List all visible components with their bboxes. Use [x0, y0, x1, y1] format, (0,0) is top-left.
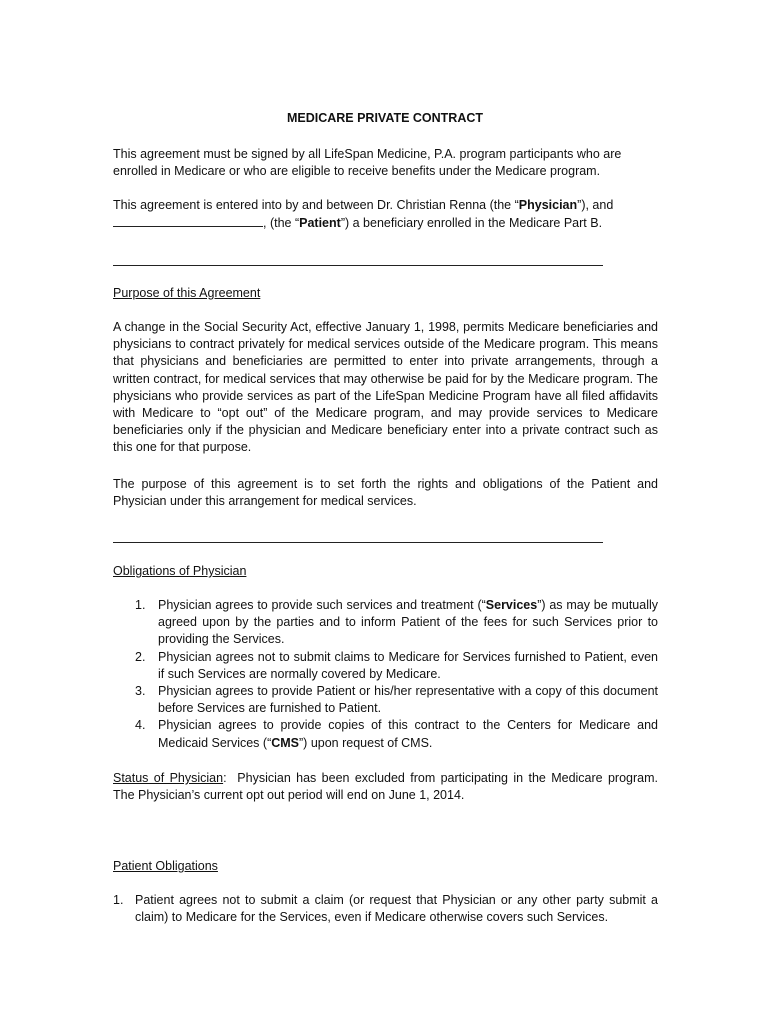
list-number: 3.: [135, 684, 146, 699]
list-item: [113, 717, 658, 751]
list-text: ”) upon request of CMS.: [299, 735, 433, 750]
list-text: Physician agrees to provide such services and treatment (“: [158, 598, 486, 612]
parties-text-4: ”) a beneficiary enrolled in the Medicare Part B.: [340, 216, 603, 231]
parties-text-2: ”), and: [577, 198, 614, 212]
list-text: Physician agrees to provide Patient or his/her representative with a copy of this document before Services are furnished to Patient.: [158, 684, 658, 716]
list-text: Patient agrees not to submit a claim (or request that Physician or any other party submit a claim) to Medicare for the Services, even if Medicare otherwise covers such Services.: [135, 893, 658, 925]
physician-obligations-list: [113, 597, 658, 752]
patient-obligations-heading: Patient Obligations: [113, 859, 218, 873]
physician-term: Physician: [518, 198, 578, 212]
section-divider: [113, 265, 603, 266]
status-separator: :: [223, 771, 238, 785]
list-item: [113, 892, 658, 926]
list-text: Physician agrees to provide copies of this contract to the Centers for Medicare and Medicaid Services (“: [158, 718, 658, 750]
status-label: Status of Physician: [113, 771, 224, 785]
section-divider: [113, 542, 603, 543]
list-item: [113, 683, 658, 717]
parties-text-3: , (the “: [263, 216, 300, 231]
parties-paragraph: [113, 197, 658, 232]
purpose-heading: Purpose of this Agreement: [113, 286, 261, 300]
list-number: 1.: [135, 598, 146, 612]
parties-text-1: This agreement is entered into by and between Dr. Christian Renna (the “: [113, 198, 519, 212]
document-title: MEDICARE PRIVATE CONTRACT: [286, 111, 484, 125]
list-number: 4.: [135, 718, 146, 733]
list-item: [113, 597, 658, 649]
intro-paragraph: This agreement must be signed by all LifeSpan Medicine, P.A. program participants who are enrolled in Medicare or who are eligible to receive benefits under the Medicare program.: [113, 147, 622, 179]
status-text: Physician has been excluded from participating in the Medicare program. The Physician’s current opt out period will end on June 1, 2014.: [113, 771, 658, 803]
list-text: ”) as may be mutually agreed upon by the parties and to inform Patient of the fees for such Services prior to providing the Services.: [158, 598, 659, 647]
patient-obligations-list: [113, 892, 658, 926]
list-text: Physician agrees not to submit claims to Medicare for Services furnished to Patient, even if such Services are normally covered by Medicare.: [158, 649, 658, 681]
list-item: [113, 649, 658, 683]
purpose-paragraph-1: A change in the Social Security Act, effective January 1, 1998, permits Medicare beneficiaries and physicians to contract privately for medical services outside of the Medicare program. This means that physicians and beneficiaries are permitted to enter into private arrangements, through a written contract, for medical services that may otherwise be paid for by the Medicare program. The physicians who provide services as part of the LifeSpan Medicine Program have all filed affidavits with Medicare to “opt out” of the Medicare program, and may provide services to Medicare beneficiaries only if the physician and Medicare beneficiary enter into a private contract such as this one for that purpose.: [113, 320, 658, 455]
physician-obligations-heading: Obligations of Physician: [113, 564, 247, 578]
status-of-physician: [113, 770, 658, 804]
purpose-paragraph-2: The purpose of this agreement is to set forth the rights and obligations of the Patient and Physician under this arrangement for medical services.: [113, 477, 658, 509]
patient-name-blank[interactable]: [113, 214, 263, 227]
cms-term: CMS: [271, 735, 300, 750]
list-number: 2.: [135, 649, 146, 664]
patient-term: Patient: [299, 216, 341, 231]
list-number: 1.: [113, 893, 124, 907]
services-term: Services: [485, 598, 538, 612]
